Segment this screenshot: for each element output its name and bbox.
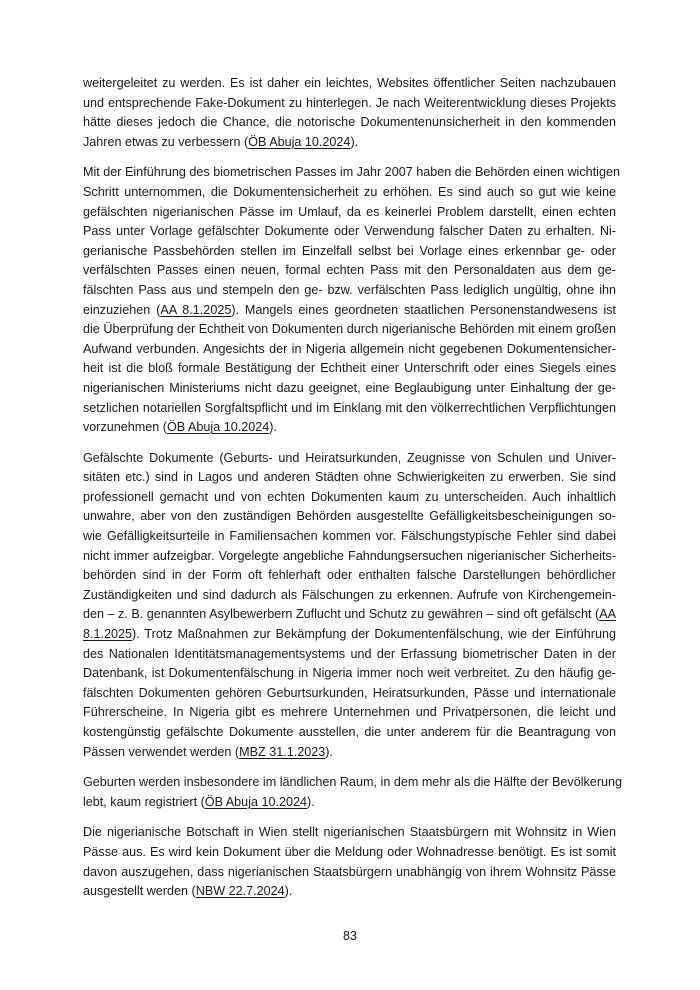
text-line: [83, 468, 616, 488]
text-segment: behörden sind in der Form oft fehlerhaft oder enthalten falsche Darstellungen behördlicher: [83, 568, 616, 583]
text-line: [83, 773, 623, 793]
text-line: [83, 399, 616, 419]
text-segment: ). Trotz Maßnahmen zur Bekämpfung der Dokumentenfälschung, wie der Einführung: [132, 627, 616, 642]
text-line: [83, 743, 616, 763]
text-segment: lebt, kaum registriert (: [83, 794, 205, 809]
text-line: [83, 340, 616, 360]
text-segment: gefälschten nigerianischen Pässe im Umlauf, da es keinerlei Problem darstellt, einen echten: [83, 204, 616, 219]
source-reference-link[interactable]: AA: [599, 607, 616, 622]
paragraph: [83, 449, 616, 763]
text-segment: vorzunehmen (: [83, 420, 167, 435]
text-segment: heit ist die bloß formale Bestätigung der Echtheit einer Unterschrift oder eines Siegels eines: [83, 361, 616, 376]
text-segment: und entsprechende Fake-Dokument zu hinterlegen. Je nach Weiterentwicklung dieses Projekts: [83, 95, 616, 110]
text-line: [83, 183, 616, 203]
text-segment: ).: [269, 420, 277, 435]
text-line: [83, 703, 616, 723]
source-reference-link[interactable]: ÖB Abuja 10.2024: [167, 420, 270, 435]
text-segment: Schritt unternommen, die Dokumentensicherheit zu erhöhen. Es sind auch so gut wie keine: [83, 184, 616, 199]
text-segment: einzuziehen (: [83, 302, 161, 317]
text-line: [83, 418, 616, 438]
text-segment: Gefälschte Dokumente (Geburts- und Heiratsurkunden, Zeugnisse von Schulen und Univer-: [83, 450, 616, 465]
text-line: [83, 320, 616, 340]
text-segment: des Nationalen Identitätsmanagementsystems und der Erfassung biometrischer Daten in der: [83, 646, 616, 661]
text-segment: Aufwand verbunden. Angesichts der in Nigeria allgemein nicht gegebenen Dokumentensicher-: [83, 341, 616, 356]
text-line: [83, 281, 616, 301]
text-segment: weitergeleitet zu werden. Es ist daher ein leichtes, Websites öffentlicher Seiten nachzubauen: [83, 76, 616, 90]
text-segment: professionell gemacht und von echten Dokumenten kaum zu unterscheiden. Auch inhaltlich: [83, 489, 616, 504]
text-segment: ).: [350, 134, 359, 149]
text-line: [83, 547, 616, 567]
text-line: [83, 507, 616, 527]
text-segment: ).: [325, 744, 333, 759]
text-segment: nicht immer aufzeigbar. Vorgelegte angebliche Fahndungsersuchen nigerianischer Sicherheits-: [83, 548, 616, 563]
text-segment: Die nigerianische Botschaft in Wien stellt nigerianischen Staatsbürgern mit Wohnsitz in Wien: [83, 825, 616, 840]
text-segment: Pass unter Vorlage gefälschter Dokumente oder Verwendung falscher Daten zu erhalten. Ni-: [83, 224, 616, 239]
text-line: [83, 379, 616, 399]
text-segment: ).: [307, 794, 315, 809]
text-segment: sitäten etc.) sind in Lagos und anderen Städten ohne Schwierigkeiten zu erwerben. Sie sind: [83, 470, 616, 485]
text-segment: kostengünstig gefälschte Dokumente ausstellen, die unter anderem für die Beantragung von: [83, 725, 616, 739]
text-segment: Pässen verwendet werden (: [83, 744, 240, 759]
text-line: [83, 664, 616, 684]
text-line: [83, 882, 616, 902]
text-segment: ). Mangels eines geordneten staatlichen Personenstandwesens ist: [231, 302, 616, 317]
source-reference-link[interactable]: 8.1.2025: [83, 627, 133, 642]
text-segment: Datenbank, ist Dokumentenfälschung in Nigeria immer noch weit verbreitet. Zu den häufig ge-: [83, 666, 616, 681]
text-segment: Jahren etwas zu verbessern (: [83, 134, 249, 149]
text-line: [83, 793, 616, 813]
paragraph: [83, 823, 616, 901]
source-reference-link[interactable]: ÖB Abuja 10.2024: [248, 134, 351, 149]
text-line: [83, 684, 616, 704]
paragraph: [83, 163, 620, 437]
source-reference-link[interactable]: ÖB Abuja 10.2024: [204, 794, 308, 809]
text-line: [83, 527, 616, 547]
text-segment: ausgestellt werden (: [83, 884, 196, 899]
text-line: [83, 203, 616, 223]
text-segment: nigerianischen Ministeriums nicht dazu geeignet, eine Beglaubigung unter Einhaltung der ge-: [83, 380, 616, 395]
text-segment: den – z. B. genannten Asylbewerbern Zuflucht und Schutz zu gewähren – sind oft gefälscht (: [83, 607, 600, 622]
source-reference-link[interactable]: MBZ 31.1.2023: [239, 744, 326, 759]
text-line: [83, 222, 616, 242]
text-line: [83, 163, 620, 183]
text-segment: gerianische Passbehörden stellen im Einzelfall selbst bei Vorlage eines erkennbar ge- oder: [83, 243, 616, 258]
text-line: [83, 133, 616, 153]
text-line: [83, 488, 616, 508]
text-line: [83, 94, 616, 114]
text-segment: wie Gefälligkeitsurteile in Familiensachen kommen vor. Fälschungstypische Fehler sind dabei: [83, 529, 616, 544]
text-line: [83, 449, 616, 469]
text-line: [83, 566, 616, 586]
text-line: [83, 823, 616, 843]
page-number: 83: [342, 929, 357, 943]
source-reference-link[interactable]: AA 8.1.2025: [160, 302, 232, 317]
text-segment: davon auszugehen, dass nigerianischen Staatsbürgern unabhängig von ihrem Wohnsitz Pässe: [83, 864, 616, 879]
paragraph: [83, 773, 623, 812]
text-line: [83, 261, 616, 281]
text-line: [83, 586, 616, 606]
text-line: [83, 843, 616, 863]
text-segment: Mit der Einführung des biometrischen Passes im Jahr 2007 haben die Behörden einen wichtigen: [83, 165, 620, 180]
text-line: [83, 301, 616, 321]
text-segment: ).: [284, 884, 293, 899]
text-segment: setzlichen notariellen Sorgfaltspflicht und im Einklang mit den völkerrechtlichen Verpflichtungen: [83, 400, 616, 415]
text-line: [83, 242, 616, 262]
text-segment: Pässe aus. Es wird kein Dokument über die Meldung oder Wohnadresse benötigt. Es ist somit: [83, 844, 616, 859]
text-segment: fälschten Pass aus und stempeln den ge- bzw. verfälschten Pass lediglich ungültig, ohne ihn: [83, 282, 616, 297]
text-segment: Geburten werden insbesondere im ländlichen Raum, in dem mehr als die Hälfte der Bevölkerung: [83, 775, 623, 790]
text-segment: unwahre, aber von den zuständigen Behörden ausgestellte Gefälligkeitsbescheinigungen so-: [83, 509, 616, 524]
text-segment: verfälschten Passes einen neuen, formal echten Pass mit den Personaldaten aus dem ge-: [83, 263, 616, 278]
text-line: [83, 605, 616, 625]
text-segment: hätte dieses jedoch die Chance, die notorische Dokumentenunsicherheit in den kommenden: [83, 115, 616, 130]
text-line: [83, 723, 616, 743]
text-line: [83, 74, 616, 94]
text-line: [83, 625, 616, 645]
paragraph: [83, 74, 616, 152]
text-line: [83, 863, 616, 883]
text-line: [83, 645, 616, 665]
text-segment: Führerscheine. In Nigeria gibt es mehrere Unternehmen und Privatpersonen, die leicht und: [83, 705, 616, 720]
text-segment: fälschten Dokumenten gehören Geburtsurkunden, Heiratsurkunden, Pässe und internationale: [83, 685, 616, 700]
text-line: [83, 359, 616, 379]
text-segment: Zuständigkeiten und sind dadurch als Fälschungen zu erkennen. Aufrufe von Kirchengemein-: [83, 587, 616, 602]
source-reference-link[interactable]: NBW 22.7.2024: [195, 884, 285, 899]
text-line: [83, 113, 616, 133]
text-segment: die Überprüfung der Echtheit von Dokumenten durch nigerianische Behörden mit einem großen: [83, 322, 616, 337]
page-body: [83, 74, 623, 913]
